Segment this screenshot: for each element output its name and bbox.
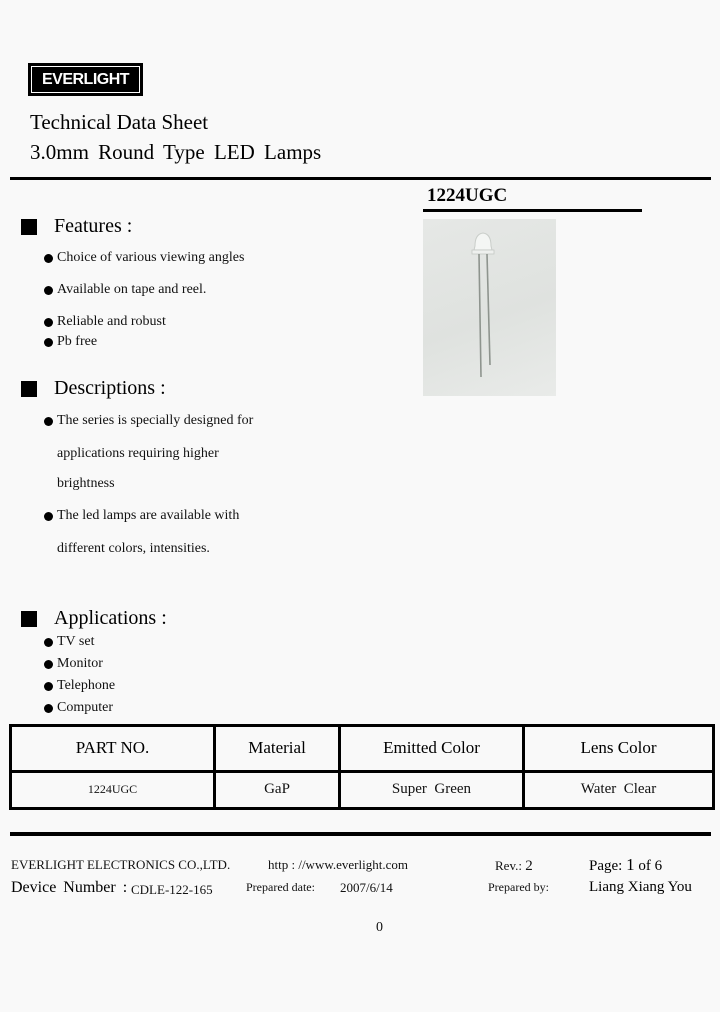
application-item xyxy=(44,700,113,716)
parts-table xyxy=(9,724,715,810)
bullet-icon xyxy=(44,338,53,347)
header-divider xyxy=(10,177,711,180)
bullet-icon xyxy=(44,512,53,521)
cell-material: GaP xyxy=(215,771,340,808)
application-text: Computer xyxy=(57,700,113,715)
feature-text: Choice of various viewing angles xyxy=(57,250,245,265)
applications-heading-label: Applications : xyxy=(54,607,167,629)
application-item xyxy=(44,678,115,694)
page-of: of xyxy=(638,858,651,874)
company-website-link[interactable]: http : //www.everlight.com xyxy=(268,857,408,872)
page-indicator xyxy=(589,855,662,875)
applications-heading xyxy=(21,607,167,630)
prepared-date-value: 2007/6/14 xyxy=(340,880,393,895)
application-item xyxy=(44,656,103,672)
description-continuation: applications requiring higher xyxy=(57,446,219,461)
bullet-icon xyxy=(44,682,53,691)
bullet-icon xyxy=(44,704,53,713)
description-item xyxy=(44,413,253,429)
feature-item xyxy=(44,314,166,330)
page-total: 6 xyxy=(654,858,663,874)
features-heading xyxy=(21,215,132,238)
feature-text: Available on tape and reel. xyxy=(57,282,207,297)
everlight-logo xyxy=(28,63,143,96)
led-product-photo xyxy=(423,219,556,396)
features-heading-label: Features : xyxy=(54,215,133,237)
descriptions-heading-label: Descriptions : xyxy=(54,377,166,399)
prepared-by-label: Prepared by: xyxy=(488,880,549,894)
section-square-icon xyxy=(21,611,37,627)
footer-divider xyxy=(10,832,711,836)
application-text: Monitor xyxy=(57,656,103,671)
bullet-icon xyxy=(44,254,53,263)
page-current: 1 xyxy=(626,855,635,874)
description-text: The led lamps are available with xyxy=(57,508,240,523)
feature-item xyxy=(44,282,206,298)
column-header-part-no: PART NO. xyxy=(11,726,215,772)
section-square-icon xyxy=(21,219,37,235)
description-continuation: different colors, intensities. xyxy=(57,541,210,556)
feature-text: Reliable and robust xyxy=(57,314,166,329)
logo-text: EVERLIGHT xyxy=(31,66,140,93)
table-row xyxy=(11,771,714,808)
company-name: EVERLIGHT ELECTRONICS CO.,LTD. xyxy=(11,857,231,872)
section-square-icon xyxy=(21,381,37,397)
table-header-row xyxy=(11,726,714,772)
description-item xyxy=(44,508,239,524)
document-title: Technical Data Sheet xyxy=(30,110,209,134)
led-lamp-icon xyxy=(423,219,556,396)
column-header-material: Material xyxy=(215,726,340,772)
description-continuation: brightness xyxy=(57,476,115,491)
page-marker: 0 xyxy=(376,920,383,935)
application-text: TV set xyxy=(57,634,95,649)
feature-item xyxy=(44,250,244,266)
device-number-value: CDLE-122-165 xyxy=(131,882,213,897)
bullet-icon xyxy=(44,286,53,295)
cell-emitted-color: Super Green xyxy=(340,771,524,808)
prepared-date-label: Prepared date: xyxy=(246,880,315,894)
part-heading-underline xyxy=(423,209,642,212)
feature-text: Pb free xyxy=(57,334,98,349)
bullet-icon xyxy=(44,638,53,647)
revision-label: Rev.: xyxy=(495,858,522,873)
description-text: The series is specially designed for xyxy=(57,413,254,428)
revision xyxy=(495,858,533,875)
revision-value: 2 xyxy=(525,858,533,874)
part-number-heading: 1224UGC xyxy=(427,185,508,206)
device-number-label: Device Number : xyxy=(11,879,128,896)
cell-part-no: 1224UGC xyxy=(11,771,215,808)
descriptions-heading xyxy=(21,377,166,400)
application-text: Telephone xyxy=(57,678,116,693)
bullet-icon xyxy=(44,318,53,327)
document-subtitle: 3.0mm Round Type LED Lamps xyxy=(30,140,322,164)
cell-lens-color: Water Clear xyxy=(524,771,714,808)
column-header-emitted-color: Emitted Color xyxy=(340,726,524,772)
prepared-by-value: Liang Xiang You xyxy=(589,879,692,895)
feature-item xyxy=(44,334,97,350)
column-header-lens-color: Lens Color xyxy=(524,726,714,772)
bullet-icon xyxy=(44,660,53,669)
application-item xyxy=(44,634,94,650)
page-label: Page: xyxy=(589,858,623,874)
bullet-icon xyxy=(44,417,53,426)
